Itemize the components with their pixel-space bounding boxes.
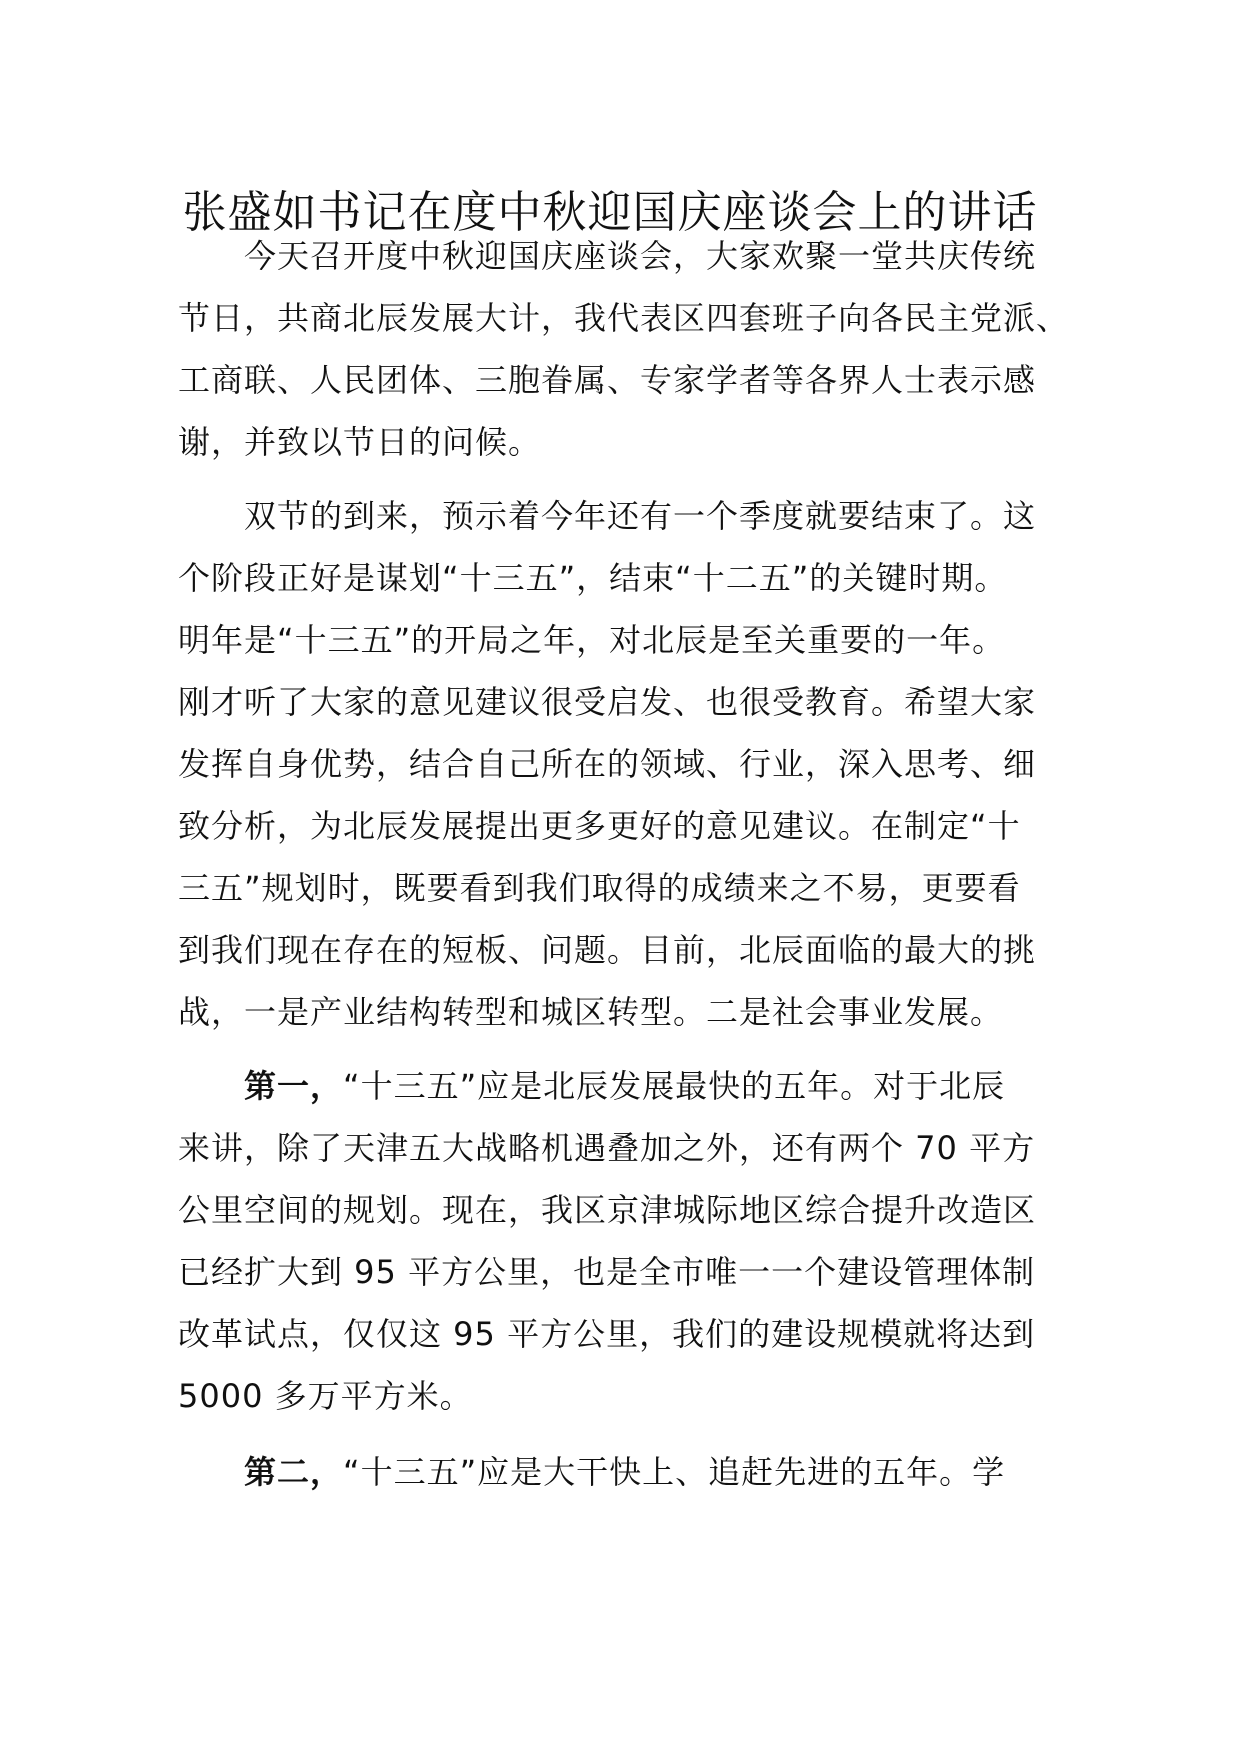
paragraph-2-line-8: 到我们现在存在的短板、问题。目前，北辰面临的最大的挑 (178, 931, 1037, 969)
paragraph-3-line-1 (244, 1066, 1144, 1106)
paragraph-2-line-3: 明年是“十三五”的开局之年，对北辰是至关重要的一年。 (178, 621, 1006, 659)
paragraph-3-line-6: 5000 多万平方米。 (178, 1377, 473, 1415)
paragraph-1-line-1: 今天召开度中秋迎国庆座谈会，大家欢聚一堂共庆传统 (244, 237, 1037, 275)
point-two-label: 第二， (244, 1453, 344, 1491)
paragraph-3-line-5: 改革试点，仅仅这 95 平方公里，我们的建设规模就将达到 (178, 1315, 1036, 1353)
point-one-text: “十三五”应是北辰发展最快的五年。对于北辰 (343, 1067, 1006, 1105)
paragraph-1-line-2: 节日，共商北辰发展大计，我代表区四套班子向各民主党派、 (178, 299, 1070, 337)
paragraph-3-line-4: 已经扩大到 95 平方公里，也是全市唯一一个建设管理体制 (178, 1253, 1036, 1291)
point-one-label: 第一， (244, 1067, 344, 1105)
paragraph-4-line-1 (244, 1452, 1144, 1492)
paragraph-1-line-4: 谢，并致以节日的问候。 (178, 423, 542, 461)
paragraph-2-line-6: 致分析，为北辰发展提出更多更好的意见建议。在制定“十 (178, 807, 1021, 845)
paragraph-3-line-3: 公里空间的规划。现在，我区京津城际地区综合提升改造区 (178, 1191, 1037, 1229)
paragraph-2-line-9: 战，一是产业结构转型和城区转型。二是社会事业发展。 (178, 993, 1004, 1031)
paragraph-3-line-2: 来讲，除了天津五大战略机遇叠加之外，还有两个 70 平方 (178, 1129, 1036, 1167)
paragraph-2-line-5: 发挥自身优势，结合自己所在的领域、行业，深入思考、细 (178, 745, 1037, 783)
point-two-text: “十三五”应是大干快上、追赶先进的五年。学 (343, 1453, 1006, 1491)
paragraph-2-line-7: 三五”规划时，既要看到我们取得的成绩来之不易，更要看 (178, 869, 1021, 907)
document-title: 张盛如书记在度中秋迎国庆座谈会上的讲话 (182, 187, 1038, 238)
paragraph-2-line-1: 双节的到来，预示着今年还有一个季度就要结束了。这 (244, 497, 1037, 535)
paragraph-2-line-2: 个阶段正好是谋划“十三五”，结束“十二五”的关键时期。 (178, 559, 1008, 597)
paragraph-1-line-3: 工商联、人民团体、三胞眷属、专家学者等各界人士表示感 (178, 361, 1037, 399)
paragraph-2-line-4: 刚才听了大家的意见建议很受启发、也很受教育。希望大家 (178, 683, 1037, 721)
